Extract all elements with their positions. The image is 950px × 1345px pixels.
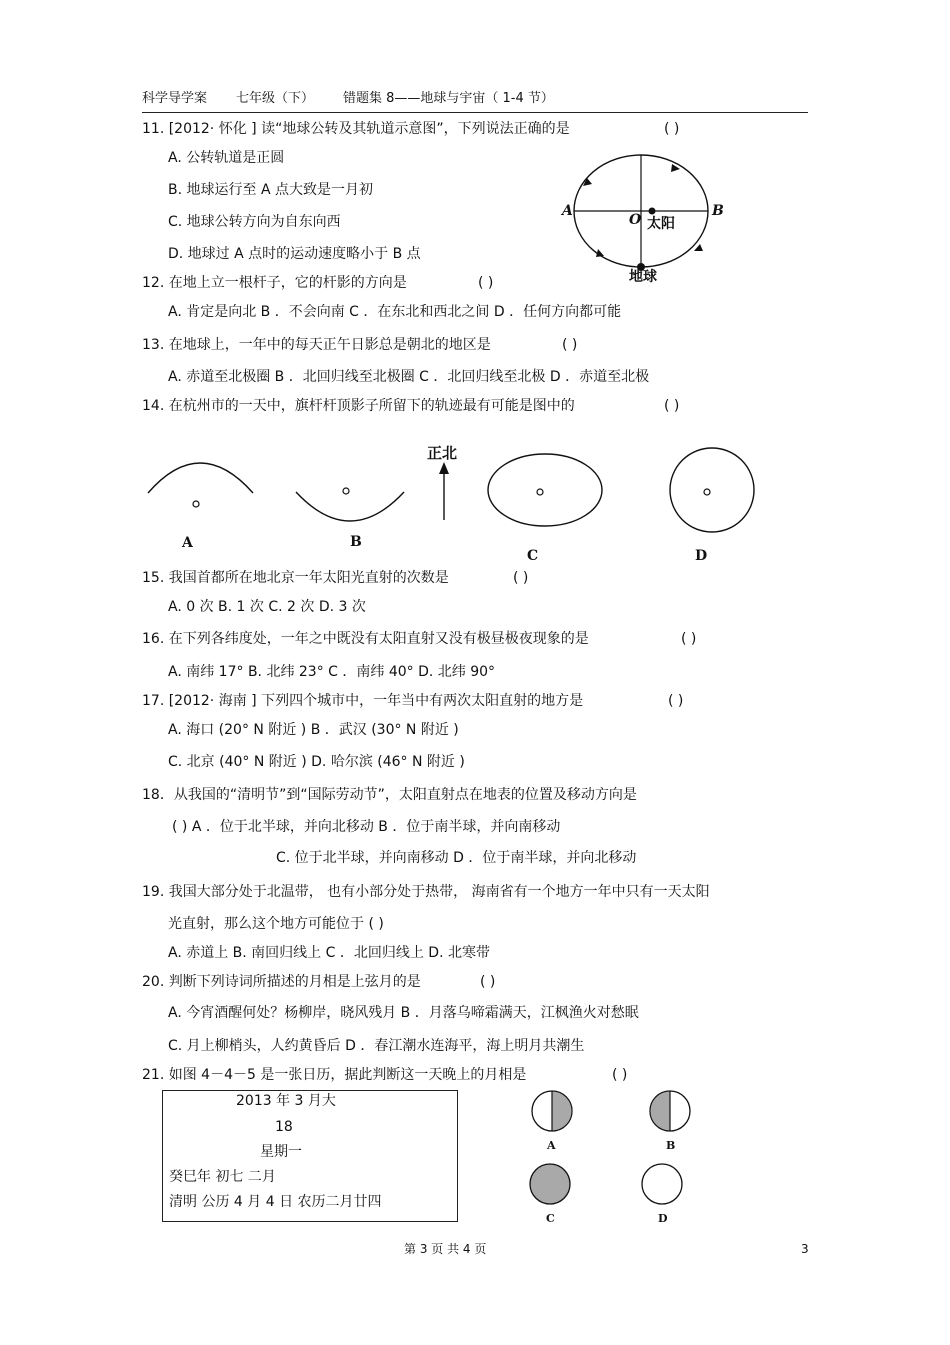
q11-option-c: C. 地球公转方向为自东向西 xyxy=(168,214,341,230)
q11-blank: ( ) xyxy=(664,121,680,137)
orbit-label-o: O xyxy=(629,212,642,228)
q20-stem: 20. 判断下列诗词所描述的月相是上弦月的是 xyxy=(142,974,421,990)
header-title: 错题集 8——地球与宇宙（ 1-4 节） xyxy=(343,91,554,106)
q17-options-line2: C. 北京 (40° N 附近 ) D. 哈尔滨 (46° N 附近 ) xyxy=(168,754,465,770)
q17-stem: 17. [2012· 海南 ] 下列四个城市中，一年当中有两次太阳直射的地方是 xyxy=(142,693,584,709)
q12-blank: ( ) xyxy=(478,275,494,291)
q17-options-line1: A. 海口 (20° N 附近 ) B ．武汉 (30° N 附近 ) xyxy=(168,722,459,738)
trajectory-label-d: D xyxy=(695,548,708,564)
q13-options: A. 赤道至北极圈 B ．北回归线至北极圈 C ．北回归线至北极 D ．赤道至北极 xyxy=(168,369,650,385)
q15-blank: ( ) xyxy=(513,570,529,586)
q13-blank: ( ) xyxy=(562,337,578,353)
q12-options: A. 肯定是向北 B ．不会向南 C ．在东北和西北之间 D ．任何方向都可能 xyxy=(168,304,622,320)
q14-stem: 14. 在杭州市的一天中，旗杆杆顶影子所留下的轨迹最有可能是图中的 xyxy=(142,398,575,414)
orbit-label-b: B xyxy=(712,203,724,219)
q21-blank: ( ) xyxy=(612,1067,628,1083)
moon-label-b: B xyxy=(666,1139,676,1152)
orbit-label-sun: 太阳 xyxy=(647,216,675,232)
calendar-weekday: 星期一 xyxy=(260,1144,302,1160)
q11-stem: 11. [2012· 怀化 ] 读“地球公转及其轨道示意图”，下列说法正确的是 xyxy=(142,121,570,137)
q12-stem: 12. 在地上立一根杆子，它的杆影的方向是 xyxy=(142,275,407,291)
q20-blank: ( ) xyxy=(480,974,496,990)
moon-a-shade xyxy=(552,1091,572,1131)
q21-stem: 21. 如图 4－4－5 是一张日历，据此判断这一天晚上的月相是 xyxy=(142,1067,527,1083)
calendar-month: 2013 年 3 月大 xyxy=(236,1093,336,1109)
q11-option-b: B. 地球运行至 A 点大致是一月初 xyxy=(168,182,373,198)
calendar-festival: 清明 公历 4 月 4 日 农历二月廿四 xyxy=(169,1194,382,1210)
q14-blank: ( ) xyxy=(664,398,680,414)
q19-stem-continued: 光直射，那么这个地方可能位于 ( ) xyxy=(168,916,384,932)
q13-stem: 13. 在地球上，一年中的每天正午日影总是朝北的地区是 xyxy=(142,337,491,353)
trajectory-label-c: C xyxy=(527,548,539,564)
q20-options-line1: A. 今宵酒醒何处？杨柳岸，晓风残月 B ．月落乌啼霜满天，江枫渔火对愁眠 xyxy=(168,1005,639,1021)
q18-options-line1: ( ) A ．位于北半球，并向北移动 B ．位于南半球，并向南移动 xyxy=(172,819,561,835)
north-label: 正北 xyxy=(427,444,458,462)
q15-stem: 15. 我国首都所在地北京一年太阳光直射的次数是 xyxy=(142,570,449,586)
q16-stem: 16. 在下列各纬度处，一年之中既没有太阳直射又没有极昼极夜现象的是 xyxy=(142,631,589,647)
q19-options: A. 赤道上 B. 南回归线上 C ．北回归线上 D. 北寒带 xyxy=(168,945,490,961)
q11-option-a: A. 公转轨道是正圆 xyxy=(168,150,285,166)
moon-c xyxy=(530,1164,570,1204)
trajectory-label-a: A xyxy=(182,535,193,551)
moon-d xyxy=(642,1164,682,1204)
header-left: 科学导学案 xyxy=(142,91,208,106)
q18-options-line2: C. 位于北半球，并向南移动 D ．位于南半球，并向北移动 xyxy=(276,850,637,866)
q20-options-line2: C. 月上柳梢头，人约黄昏后 D ．春江潮水连海平，海上明月共潮生 xyxy=(168,1038,585,1054)
calendar-day: 18 xyxy=(275,1119,293,1135)
q11-option-d: D. 地球过 A 点时的运动速度略小于 B 点 xyxy=(168,246,421,262)
moon-label-c: C xyxy=(546,1212,555,1225)
moon-label-d: D xyxy=(658,1212,668,1225)
q18-stem: 18．从我国的“清明节”到“国际劳动节”，太阳直射点在地表的位置及移动方向是 xyxy=(142,787,637,803)
calendar-lunar-year: 癸巳年 初七 二月 xyxy=(169,1169,276,1185)
moon-b-shade xyxy=(650,1091,670,1131)
trajectory-label-b: B xyxy=(350,534,362,550)
footer-page-number: 3 xyxy=(801,1242,809,1256)
q16-options: A. 南纬 17° B. 北纬 23° C ．南纬 40° D. 北纬 90° xyxy=(168,664,496,680)
orbit-label-a: A xyxy=(562,203,573,219)
q15-options: A. 0 次 B. 1 次 C. 2 次 D. 3 次 xyxy=(168,599,366,615)
header-grade: 七年级（下） xyxy=(236,91,315,106)
q16-blank: ( ) xyxy=(681,631,697,647)
q19-stem: 19. 我国大部分处于北温带， 也有小部分处于热带， 海南省有一个地方一年中只有一天太阳 xyxy=(142,884,710,900)
orbit-label-earth: 地球 xyxy=(629,269,657,285)
footer-page-count: 第 3 页 共 4 页 xyxy=(404,1242,487,1256)
q17-blank: ( ) xyxy=(668,693,684,709)
moon-label-a: A xyxy=(547,1139,556,1152)
